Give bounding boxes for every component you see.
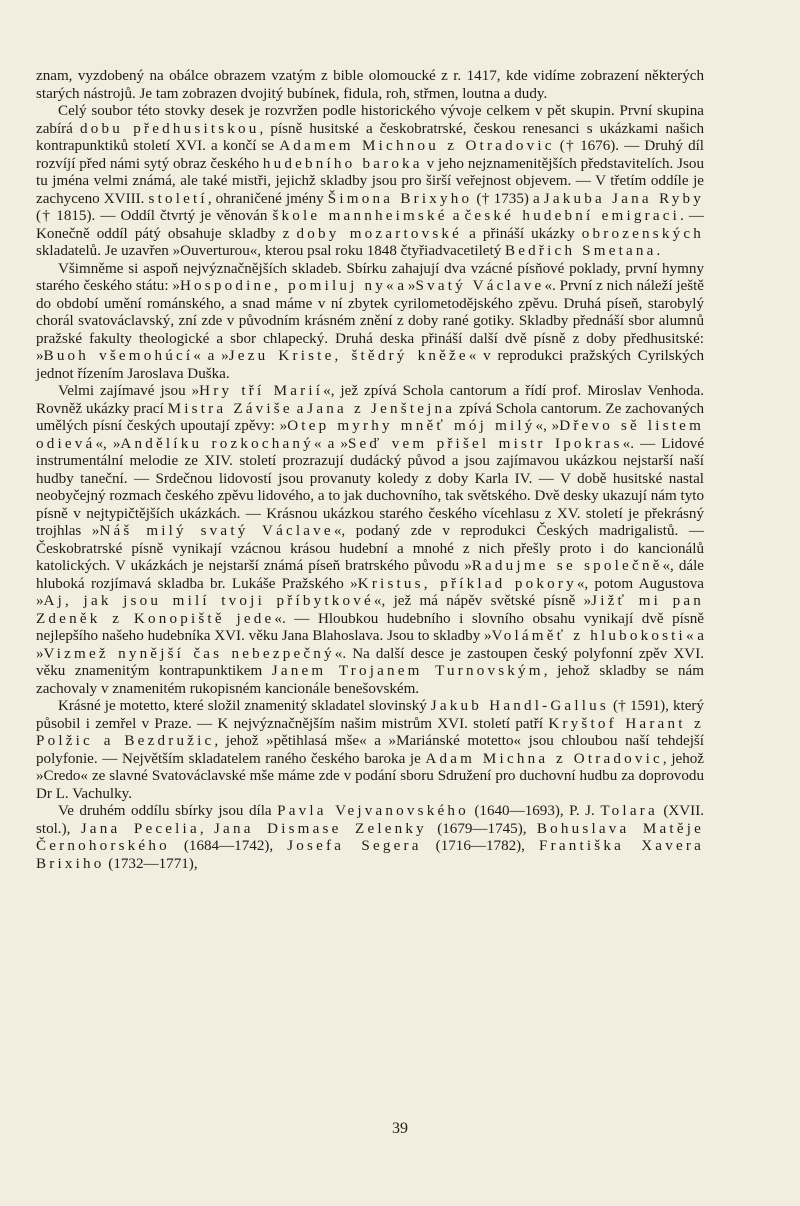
page-number: 39 bbox=[392, 1120, 408, 1137]
spaced-emphasis-text: Hospodine, pomiluj ny bbox=[179, 278, 387, 294]
text-run: «. — Hloubkou hudebního i slovního obsahu vynikají dvě písně nejlepšího našeho hudebníka XVI. věku Jana Blahoslava. Jsou to skladby » bbox=[36, 610, 704, 644]
paragraph bbox=[36, 103, 704, 261]
text-run: «, » bbox=[535, 418, 560, 434]
text-run: († 1735) a bbox=[472, 190, 544, 207]
spaced-emphasis-text: Radujme se společně bbox=[471, 558, 663, 574]
spaced-emphasis-text: Jižť mi pan Zdeněk z Konopiště jede bbox=[36, 593, 704, 627]
spaced-emphasis-text: Bedřich Smetana bbox=[505, 243, 657, 259]
text-run: skladatelů. Je uzavřen »Ouverturou«, kterou psal roku 1848 čtyřiadvacetiletý bbox=[36, 243, 506, 259]
text-run: zpívá Schola cantorum. Ze zachovaných umělých písní českých upoutají zpěvy: » bbox=[36, 400, 705, 434]
text-run: († 1815). — Oddíl čtvrtý je věnován bbox=[36, 208, 273, 224]
spaced-emphasis-text: Janem Trojanem Turnovským bbox=[271, 663, 544, 679]
text-run: Velmi zajímavé jsou » bbox=[58, 383, 200, 399]
text-run: (1640—1693), P. J. bbox=[468, 803, 601, 819]
paragraph bbox=[36, 383, 704, 698]
spaced-emphasis-text: Andělíku rozkochaný bbox=[120, 435, 314, 452]
spaced-emphasis-text: doby mozartovské bbox=[296, 225, 463, 242]
text-run: « a » bbox=[313, 435, 348, 452]
spaced-emphasis-text: Kryštof Harant z Polžic a Bezdružic bbox=[36, 715, 704, 749]
text-run: «. — Lidové instrumentální melodie ze XIV. století prozrazují dudácký původ a jsou zajímavou ukázkou nejstarší naší hudby taneční. — Srdečnou lidovostí jsou provanuty koledy z doby Karla IV. — V době husitské nastal neobyčejný rozmach českého zpěvu lidového, a to jak duchovního, tak světského. Dvě desky ukazují nám tyto písně v nejtypičtějších ukázkách. — Krásnou ukázkou starého českého vícehlasu z XV. století je překrásný trojhlas » bbox=[36, 435, 705, 539]
text-run: «, jež zpívá Schola cantorum a řídí prof. Miroslav Venhoda. Rovněž ukázky prací bbox=[36, 383, 704, 417]
text-run: «, jež má nápěv světské písně » bbox=[373, 593, 592, 609]
spaced-emphasis-text: Mistra Záviše bbox=[167, 400, 293, 417]
spaced-emphasis-text: Otep myrhy mněť mój milý bbox=[287, 418, 536, 434]
spaced-emphasis-text: Jana Pecelia bbox=[80, 820, 200, 837]
spaced-emphasis-text: Jana z Jenštejna bbox=[307, 400, 456, 417]
text-run: , jehož »pětihlasá mše« a »Mariánské motetto« jsou chloubou naší tehdejší polyfonie. — Největším skladatelem raného českého baroka je bbox=[36, 733, 704, 767]
spaced-emphasis-text: století bbox=[148, 190, 208, 207]
text-run: († 1676). — Druhý díl rozvíjí před námi sytý obraz českého bbox=[36, 138, 705, 172]
paragraph bbox=[36, 803, 704, 873]
text-run: Krásné je motetto, které složil znamenitý skladatel slovinský bbox=[58, 698, 431, 714]
text-run: Celý soubor této stovky desek je rozvržen podle historického vývoje celkem v pět skupin. První skupina zabírá bbox=[36, 103, 704, 137]
text-run: Všimněme si aspoň nejvýznačnějších skladeb. Sbírku zahajují dva vzácné písňové poklady, první hymny starého českého státu: » bbox=[36, 260, 704, 294]
spaced-emphasis-text: Jakub Handl-Gallus bbox=[430, 698, 609, 714]
spaced-emphasis-text: Jana Dismase Zelenky bbox=[213, 820, 427, 837]
spaced-emphasis-text: Jakuba Jana Ryby bbox=[543, 190, 704, 207]
text-run: . bbox=[656, 243, 661, 259]
spaced-emphasis-text: Adamem Michnou z Otradovic bbox=[279, 138, 555, 154]
text-run: , bbox=[199, 820, 214, 837]
text-run: « v reprodukci pražských Cyrilských jednot řízením Jaroslava Duška. bbox=[36, 348, 704, 382]
spaced-emphasis-text: Josefa Segera bbox=[287, 838, 422, 854]
text-run: «, podaný zde v reprodukci Českých madrigalistů. — Českobratrské písně vynikají vzácnou krásou hudební a mnohé z nich přešly proto i do kancionálů katolických. V ukázkách je nejstarší známá píseň bratrského původu » bbox=[36, 523, 704, 574]
spaced-emphasis-text: Aj, jak jsou milí tvoji příbytkové bbox=[43, 593, 374, 609]
text-run: « a » bbox=[193, 348, 229, 364]
spaced-emphasis-text: Dřevo sě listem odievá bbox=[36, 418, 705, 452]
text-run: «, dále hluboká rozjímavá skladba br. Lukáše Pražského » bbox=[36, 558, 704, 592]
spaced-emphasis-text: škole mannheimské bbox=[272, 208, 448, 224]
text-run: (1732—1771), bbox=[104, 855, 198, 872]
spaced-emphasis-text: Jezu Kriste, štědrý kněže bbox=[228, 348, 469, 364]
paragraph bbox=[36, 261, 704, 384]
text-run: « a » bbox=[386, 278, 416, 294]
spaced-emphasis-text: Bohuslava Matěje Černohorského bbox=[36, 820, 705, 854]
spaced-emphasis-text: Šimona Brixyho bbox=[327, 190, 473, 207]
text-run: († 1591), který působil i zemřel v Praze. — K nejvýznačnějším našim mistrům XVI. století patří bbox=[36, 698, 704, 732]
spaced-emphasis-text: Tolara bbox=[600, 803, 658, 819]
text-run: (1716—1782), bbox=[421, 838, 539, 854]
text-run: znam, vyzdobený na obálce obrazem vzatým z bible olomoucké z r. 1417, kde vidíme zobrazení některých starých nástrojů. Je tam zobrazen dvojitý bubínek, fidula, roh, střmen, loutna a dudy. bbox=[36, 68, 704, 102]
spaced-emphasis-text: obrozenských bbox=[581, 225, 704, 242]
spaced-emphasis-text: Pavla Vejvanovského bbox=[277, 803, 469, 819]
text-run: v jeho nejznamenitějších představitelích. Jsou tu jména velmi známá, ale také mistři, jejichž skladby jsou pro širší veřejnost objevem. — V třetím oddíle je zachyceno XVIII. bbox=[36, 155, 704, 207]
text-run: a bbox=[292, 400, 308, 417]
text-run: , ohraničené jmény bbox=[207, 190, 328, 207]
text-run: « a » bbox=[36, 628, 704, 662]
text-run: (1684—1742), bbox=[169, 838, 288, 854]
spaced-emphasis-text: hudebního baroka bbox=[262, 155, 423, 172]
spaced-emphasis-text: Náš milý svatý Václave bbox=[99, 523, 334, 539]
text-run: , jehož skladby se nám zachovaly v znamenitém rukopisném kancionále benešovském. bbox=[36, 663, 704, 697]
text-run: a bbox=[447, 208, 465, 224]
body-text bbox=[36, 68, 704, 873]
text-run: a přináší ukázky bbox=[462, 225, 582, 242]
spaced-emphasis-text: Kristus, příklad pokory bbox=[357, 575, 577, 592]
spaced-emphasis-text: Seď vem přišel mistr Ipokras bbox=[347, 435, 623, 452]
spaced-emphasis-text: Vizmež nynější čas nebezpečný bbox=[43, 645, 335, 662]
text-run: «. Na další desce je zastoupen český polyfonní zpěv XVI. věku znamenitým kontrapunktikem bbox=[36, 645, 705, 679]
text-run: , jehož »Credo« ze slavné Svatováclavské mše máme zde v podání sboru Sdružení pro duchovní hudbu za doprovodu Dr L. Vachulky. bbox=[36, 750, 704, 802]
text-run: Ve druhém oddílu sbírky jsou díla bbox=[58, 803, 278, 819]
text-run: «. První z nich náleží ještě do období umění románského, a snad máme v ní zbytek cyrilometodějského zpěvu. Druhá píseň, starobylý chorál svatováclavský, zní zde v původním krásném znění z doby rané gotiky. Skladby přednáší sbor alumnů pražské fakulty theologické a sbor chlapecký. Druhá deska přináší další dvě písně z doby předhusitské: » bbox=[36, 278, 705, 364]
text-run: (1679—1745), bbox=[426, 820, 537, 837]
text-run: «, potom Augustova » bbox=[36, 575, 704, 609]
spaced-emphasis-text: Františka Xavera Brixiho bbox=[36, 838, 704, 872]
spaced-emphasis-text: Voláměť z hlubokosti bbox=[491, 628, 686, 644]
spaced-emphasis-text: české hudební emigraci bbox=[464, 208, 681, 224]
text-run: «, » bbox=[95, 435, 121, 452]
paragraph bbox=[36, 698, 704, 803]
spaced-emphasis-text: Buoh všemohúcí bbox=[43, 348, 194, 364]
spaced-emphasis-text: Svatý Václave bbox=[415, 278, 545, 294]
text-run: (XVII. stol.), bbox=[36, 803, 704, 837]
spaced-emphasis-text: Adam Michna z Otradovic bbox=[425, 750, 663, 767]
spaced-emphasis-text: dobu předhusitskou bbox=[79, 120, 260, 137]
spaced-emphasis-text: Hry tří Marií bbox=[199, 383, 324, 399]
text-run: . — Konečně oddíl pátý obsahuje skladby z bbox=[36, 208, 704, 242]
paragraph bbox=[36, 68, 704, 103]
text-run: , písně husitské a českobratrské, českou renesanci s ukázkami našich kontrapunktiků století XVI. a končí se bbox=[36, 120, 704, 154]
